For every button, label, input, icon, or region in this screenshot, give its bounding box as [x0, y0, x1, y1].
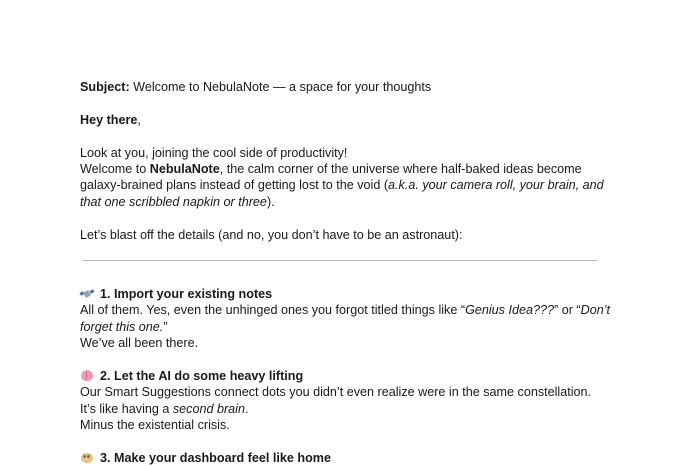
- intro-italic: a.k.a. your camera roll, your brain, and that one scribbled napkin or three: [80, 178, 604, 209]
- greeting-bold: Hey there: [80, 112, 138, 127]
- section-3-title: 3. Make your dashboard feel like home: [100, 451, 331, 466]
- section-1-text-c: ”: [163, 319, 168, 334]
- email-body: [80, 79, 620, 466]
- section-2-text-a: It’s like having a: [80, 401, 173, 416]
- section-3-heading: [80, 450, 620, 466]
- section-1-text-a: All of them. Yes, even the unhinged ones you forgot titled things like “: [80, 303, 466, 318]
- brand-name: NebulaNote: [149, 162, 220, 176]
- palette-icon: [80, 452, 94, 464]
- intro-text-a: Welcome to: [80, 162, 150, 176]
- section-1-text-b: ” or “: [554, 303, 581, 318]
- satellite-icon: [80, 288, 94, 300]
- section-1-line-2: We’ve all been there.: [80, 336, 199, 351]
- section-1-italic-1: Genius Idea???: [465, 303, 554, 318]
- lead-in: Let’s blast off the details (and no, you don’t have to be an astronaut):: [80, 227, 463, 242]
- section-2-title: 2. Let the AI do some heavy lifting: [100, 369, 304, 384]
- section-2-line-2: [80, 401, 620, 417]
- section-2-text-b: .: [245, 401, 249, 416]
- intro-line-1: Look at you, joining the cool side of productivity!: [80, 145, 348, 160]
- intro-paragraph: [80, 161, 620, 210]
- subject-label: Subject:: [80, 80, 130, 94]
- intro-text-b: , the calm corner of the universe where half-baked ideas become galaxy-brained plans instead of getting lost to the void (: [80, 162, 582, 193]
- brain-icon: [80, 370, 94, 382]
- intro-text-c: ).: [266, 194, 275, 209]
- section-1-heading: [80, 286, 620, 302]
- greeting: [80, 112, 620, 128]
- section-2-line-3: Minus the existential crisis.: [80, 418, 230, 433]
- section-2-heading: [80, 368, 620, 384]
- section-2-italic: second brain: [172, 401, 245, 416]
- section-1-title: 1. Import your existing notes: [100, 287, 273, 302]
- subject-text: Welcome to NebulaNote — a space for your thoughts: [129, 80, 432, 94]
- section-1-body: [80, 302, 620, 335]
- subject-line: [80, 79, 620, 95]
- section-2-line-1: Our Smart Suggestions connect dots you didn’t even realize were in the same constellation.: [80, 385, 592, 400]
- greeting-tail: ,: [137, 112, 141, 127]
- section-1-italic-2: Don’t forget this one.: [80, 303, 610, 334]
